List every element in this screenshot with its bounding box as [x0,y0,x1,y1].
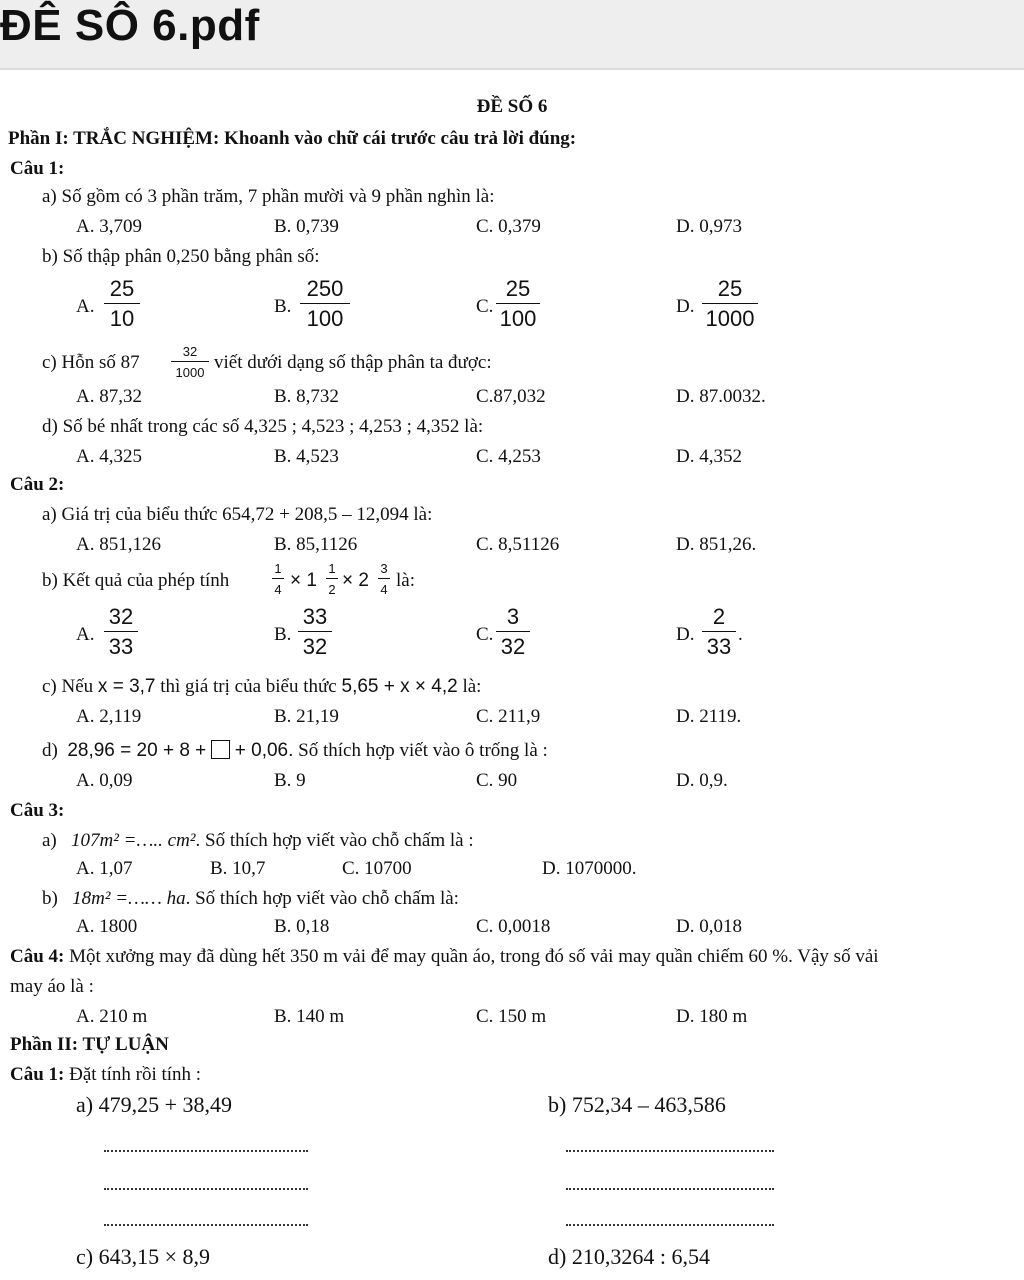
numerator: 33 [302,604,328,629]
option-2d-d: D. 0,9. [676,770,728,791]
option-4-b: B. 140 m [274,1006,345,1027]
option-2b-d-period: . [738,624,743,645]
option-2b-c-fraction [496,606,530,658]
option-2d-c: C. 90 [476,770,518,791]
question-1a-prompt: a) Số gồm có 3 phần trăm, 7 phần mười và 9 phần nghìn là: [42,186,495,207]
denominator: 100 [499,306,537,331]
option-2b-c-letter: C. [476,624,494,645]
answer-line [104,1150,308,1152]
exercise-b: b) 752,34 – 463,586 [548,1092,726,1117]
option-1b-b-letter: B. [274,296,292,317]
option-1a-c: C. 0,379 [476,216,541,237]
option-3b-c: C. 0,0018 [476,916,551,937]
question-2b-fraction-3 [378,562,390,596]
part2-question-1-text: Đặt tính rồi tính : [69,1064,202,1085]
option-2a-a: A. 851,126 [76,534,161,555]
question-3a-label: a) [42,830,57,851]
part2-title: Phần II: TỰ LUẬN [10,1034,169,1055]
option-2c-b: B. 21,19 [274,706,339,727]
question-3-label: Câu 3: [10,800,65,821]
question-3a-suffix: . Số thích hợp viết vào chỗ chấm là : [195,830,474,851]
answer-line [566,1150,774,1152]
question-2b-times-1: × 1 [290,570,317,591]
option-1b-d-letter: D. [676,296,695,317]
option-2b-d-letter: D. [676,624,695,645]
part2-question-1 [10,1064,201,1086]
option-1a-d: D. 0,973 [676,216,742,237]
option-2b-b-fraction [298,606,332,658]
question-2c-prefix: c) Nếu [42,676,94,697]
question-2b-prefix: b) Kết quả của phép tính [42,570,230,591]
denominator: 32 [302,634,328,659]
question-2b-fraction-1 [272,562,284,596]
exercise-c: c) 643,15 × 8,9 [76,1244,210,1269]
denominator: 100 [306,306,344,331]
question-4-text-2: may áo là : [10,976,94,997]
numerator: 25 [505,276,531,301]
question-2b-times-2: × 2 [342,570,369,591]
question-2d-prompt [42,740,548,762]
denominator: 4 [380,582,388,597]
option-2c-a: A. 2,119 [76,706,142,727]
document-title: ĐỀ SỐ 6 [476,96,548,117]
question-2-label: Câu 2: [10,474,65,495]
question-3b-suffix: . Số thích hợp viết vào chỗ chấm là: [185,888,459,909]
option-2b-d-fraction [702,606,736,658]
option-2b-a-fraction [104,606,138,658]
option-1c-c: C.87,032 [476,386,546,407]
question-2d-label: d) [42,740,58,761]
question-2a-prompt: a) Giá trị của biểu thức 654,72 + 208,5 – 12,094 là: [42,504,433,525]
option-1d-c: C. 4,253 [476,446,541,467]
option-2b-b-letter: B. [274,624,292,645]
option-4-a: A. 210 m [76,1006,148,1027]
file-title: ĐÊ SÔ 6.pdf [0,1,260,50]
answer-line [104,1188,308,1190]
numerator: 2 [712,604,726,629]
question-3b-prompt [42,888,459,910]
denominator: 1000 [705,306,755,331]
numerator: 25 [717,276,743,301]
question-1b-prompt: b) Số thập phân 0,250 bằng phân số: [42,246,320,267]
question-2d-expression-right: + 0,06. [234,740,294,761]
option-3a-b: B. 10,7 [210,858,266,879]
option-4-c: C. 150 m [476,1006,547,1027]
option-3a-c: C. 10700 [342,858,412,879]
option-1a-a: A. 3,709 [76,216,142,237]
option-1b-c-fraction [496,278,540,330]
option-1d-a: A. 4,325 [76,446,142,467]
numerator: 25 [109,276,135,301]
option-2c-d: D. 2119. [676,706,742,727]
denominator: 33 [108,634,134,659]
numerator: 1 [328,561,336,576]
option-1b-a-letter: A. [76,296,95,317]
question-2c-suffix: là: [462,676,482,697]
question-1c-suffix: viết dưới dạng số thập phân ta được: [214,352,492,373]
question-3a-prompt [42,830,474,852]
question-1c-prefix: c) Hỗn số 87 [42,352,140,373]
option-1b-c-letter: C. [476,296,494,317]
option-1d-b: B. 4,523 [274,446,339,467]
option-1b-b-fraction [300,278,350,330]
question-1c-fraction [171,345,209,379]
question-2c-expression-2: 5,65 + x × 4,2 [341,676,458,697]
option-1d-d: D. 4,352 [676,446,742,467]
question-3b-expression: 18m² =…… ha [72,888,186,909]
question-3a-expression: 107m² =….. cm² [71,830,196,851]
blank-box [211,740,230,759]
title-bar [0,0,1024,70]
answer-line [566,1188,774,1190]
part2-question-1-label: Câu 1: [10,1064,65,1085]
option-3b-b: B. 0,18 [274,916,330,937]
option-3b-d: D. 0,018 [676,916,742,937]
denominator: 10 [109,306,135,331]
option-1c-a: A. 87,32 [76,386,142,407]
exercise-d: d) 210,3264 : 6,54 [548,1244,710,1269]
option-2d-b: B. 9 [274,770,306,791]
question-2b-suffix: là: [396,570,415,591]
option-1c-b: B. 8,732 [274,386,339,407]
denominator: 33 [706,634,732,659]
numerator: 250 [306,276,344,301]
option-2a-d: D. 851,26. [676,534,757,555]
answer-line [566,1224,774,1226]
option-4-d: D. 180 m [676,1006,748,1027]
question-2b-fraction-2 [326,562,338,596]
option-1a-b: B. 0,739 [274,216,339,237]
option-2d-a: A. 0,09 [76,770,133,791]
question-3b-label: b) [42,888,58,909]
denominator: 32 [500,634,526,659]
option-1b-d-fraction [702,278,758,330]
option-1c-d: D. 87.0032. [676,386,766,407]
option-2c-c: C. 211,9 [476,706,541,727]
denominator: 4 [274,582,282,597]
question-2c-prompt [42,676,481,698]
question-4-line-1 [10,946,1024,968]
denominator: 1000 [175,365,205,380]
question-2c-expression: x = 3,7 [97,676,156,697]
option-2a-b: B. 85,1126 [274,534,358,555]
option-3a-d: D. 1070000. [542,858,637,879]
question-4-text-1: Một xưởng may đã dùng hết 350 m vải để may quần áo, trong đó số vải may quần chiếm 60 %. Vậy số vải [69,946,879,967]
part1-title: Phần I: TRẮC NGHIỆM: Khoanh vào chữ cái trước câu trả lời đúng: [8,128,577,149]
option-2b-a-letter: A. [76,624,95,645]
numerator: 3 [380,561,388,576]
numerator: 32 [182,344,198,359]
question-2c-middle: thì giá trị của biểu thức [160,676,337,697]
question-2d-suffix: Số thích hợp viết vào ô trống là : [298,740,548,761]
numerator: 1 [274,561,282,576]
exercise-a: a) 479,25 + 38,49 [76,1092,232,1117]
denominator: 2 [328,582,336,597]
question-1-label: Câu 1: [10,158,65,179]
numerator: 32 [108,604,134,629]
option-2a-c: C. 8,51126 [476,534,560,555]
option-3a-a: A. 1,07 [76,858,133,879]
answer-line [104,1224,308,1226]
option-1b-a-fraction [104,278,140,330]
option-3b-a: A. 1800 [76,916,138,937]
question-1d-prompt: d) Số bé nhất trong các số 4,325 ; 4,523 ; 4,253 ; 4,352 là: [42,416,484,437]
numerator: 3 [506,604,520,629]
question-4-label: Câu 4: [10,946,65,967]
question-2d-expression-left: 28,96 = 20 + 8 + [67,740,207,761]
